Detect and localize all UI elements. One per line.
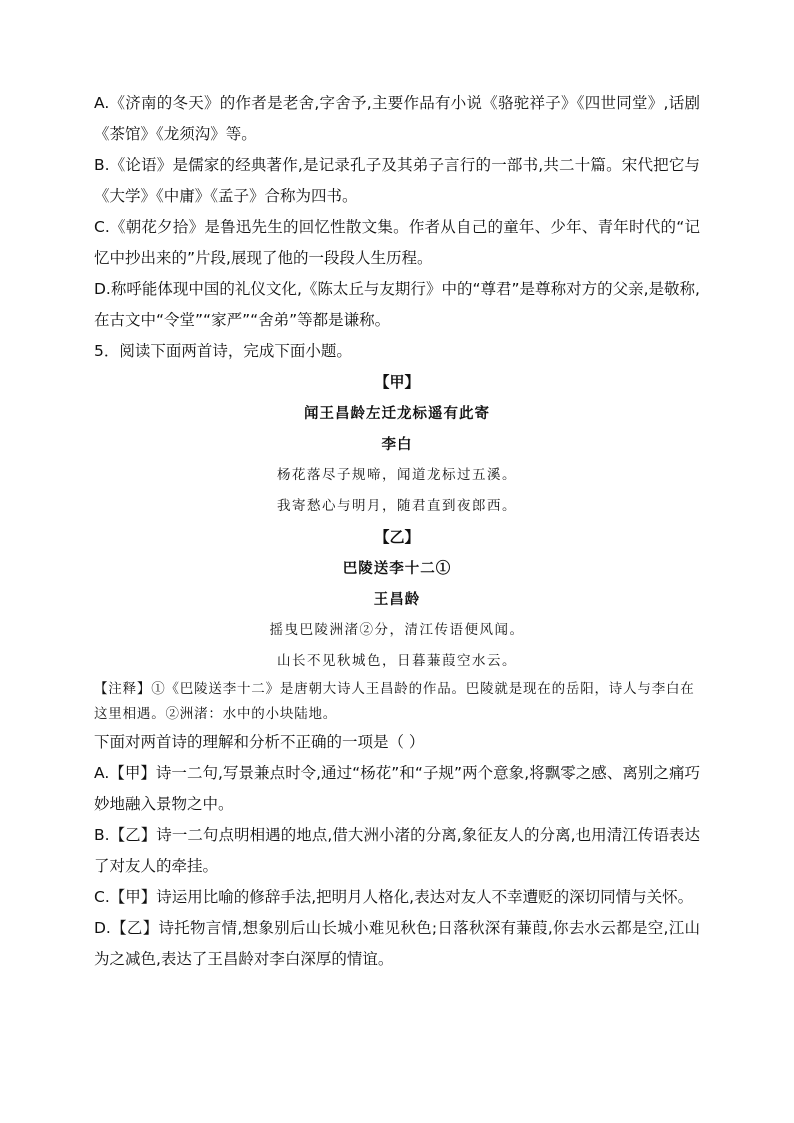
answer-options (94, 758, 700, 975)
option-d-prev: D.称呼能体现中国的礼仪文化,《陈太丘与友期行》中的“尊君”是尊称对方的父亲,是敬称,在古文中“令堂”“家严”“舍弟”等都是谦称。 (94, 280, 700, 329)
option-b-prev: B.《论语》是儒家的经典著作,是记录孔子及其弟子言行的一部书,共二十篇。宋代把它与《大学》《中庸》《孟子》合称为四书。 (94, 156, 700, 205)
poem-yi-mark: 【乙】 (374, 528, 420, 546)
option-a: A.【甲】诗一二句,写景兼点时令,通过“杨花”和“子规”两个意象,将飘零之感、离别之痛巧妙地融入景物之中。 (94, 764, 700, 813)
document-page (94, 88, 700, 975)
option-d: D.【乙】诗托物言情,想象别后山长城小难见秋色;日落秋深有蒹葭,你去水云都是空,江山为之减色,表达了王昌龄对李白深厚的情谊。 (94, 919, 700, 968)
poem-jia (94, 367, 700, 522)
annotation-note: 【注释】①《巴陵送李十二》是唐朝大诗人王昌龄的作品。巴陵就是现在的岳阳，诗人与李白在这里相遇。②洲渚：水中的小块陆地。 (94, 681, 695, 722)
poem-yi-line-2: 山长不见秋城色，日暮蒹葭空水云。 (277, 653, 517, 669)
question-5-stem: 5．阅读下面两首诗，完成下面小题。 (94, 342, 352, 360)
poem-yi-line-1: 摇曳巴陵洲渚②分，清江传语便风闻。 (269, 622, 525, 638)
option-c-prev: C.《朝花夕拾》是鲁迅先生的回忆性散文集。作者从自己的童年、少年、青年时代的“记忆中抄出来的”片段,展现了他的一段段人生历程。 (94, 218, 700, 267)
poem-jia-line-1: 杨花落尽子规啼，闻道龙标过五溪。 (277, 467, 517, 483)
sub-question-stem: 下面对两首诗的理解和分析不正确的一项是（ ） (94, 733, 425, 751)
poem-jia-title: 闻王昌龄左迁龙标遥有此寄 (304, 405, 490, 422)
option-c: C.【甲】诗运用比喻的修辞手法,把明月人格化,表达对友人不幸遭贬的深切同情与关怀。 (94, 888, 694, 906)
poem-jia-author: 李白 (381, 436, 413, 453)
poem-yi-title: 巴陵送李十二① (342, 560, 452, 577)
poem-jia-line-2: 我寄愁心与明月，随君直到夜郎西。 (277, 498, 517, 514)
poem-yi (94, 522, 700, 677)
poem-yi-author: 王昌龄 (373, 591, 421, 608)
previous-question-options (94, 88, 700, 336)
option-b: B.【乙】诗一二句点明相遇的地点,借大洲小渚的分离,象征友人的分离,也用清江传语表达了对友人的牵挂。 (94, 826, 700, 875)
poem-jia-mark: 【甲】 (374, 373, 420, 391)
option-a-prev: A.《济南的冬天》的作者是老舍,字舍予,主要作品有小说《骆驼祥子》《四世同堂》,话剧《茶馆》《龙须沟》等。 (94, 94, 700, 143)
